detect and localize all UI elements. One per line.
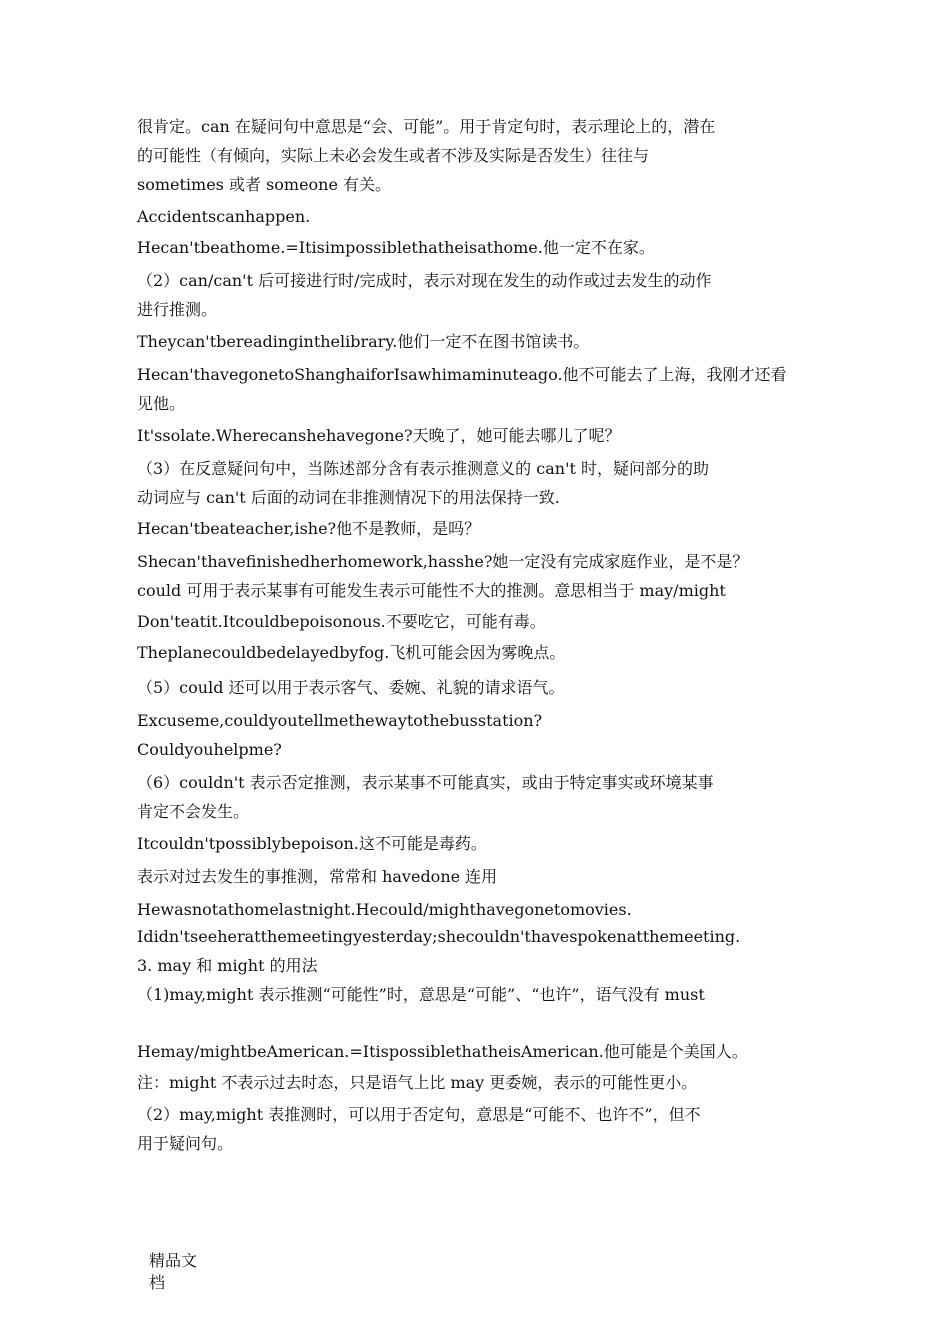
- text-line: Hemay/mightbeAmerican.=ItispossiblethatheisAmerican.他可能是个美国人。: [137, 1042, 748, 1061]
- text-line: It'ssolate.Wherecanshehavegone?天晚了，她可能去哪儿了呢？: [137, 426, 621, 445]
- text-line: Hewasnotathomelastnight.Hecould/mighthavegonetomovies.: [137, 900, 632, 919]
- paragraph: [137, 638, 817, 667]
- text-line: 的可能性（有倾向，实际上未必会发生或者不涉及实际是否发生）往往与: [137, 146, 650, 165]
- paragraph: [137, 673, 817, 702]
- paragraph: [137, 266, 817, 324]
- text-line: （6）couldn't 表示否定推测，表示某事不可能真实，或由于特定事实或环境某事: [137, 773, 714, 792]
- paragraph: [137, 547, 817, 605]
- paragraph: [137, 922, 817, 951]
- paragraph: [137, 233, 817, 262]
- text-line: sometimes 或者 someone 有关。: [137, 175, 392, 194]
- paragraph: [137, 421, 817, 450]
- paragraph: [137, 1037, 817, 1066]
- text-line: Couldyouhelpme?: [137, 740, 282, 759]
- paragraph: [137, 1068, 817, 1097]
- text-line: Hecan'tbeathome.=Itisimpossiblethatheisathome.他一定不在家。: [137, 238, 655, 257]
- paragraph: [137, 202, 817, 231]
- paragraph: [137, 454, 817, 512]
- text-line: 见他。: [137, 394, 186, 413]
- text-line: （1)may,might 表示推测“可能性”时，意思是“可能”、“也许”，语气没有 must: [137, 985, 705, 1004]
- text-line: 很肯定。can 在疑问句中意思是“会、可能”。用于肯定句时，表示理论上的，潜在: [137, 117, 716, 136]
- text-line: Don'teatit.Itcouldbepoisonous.不要吃它，可能有毒。: [137, 612, 546, 631]
- footer-line: 精品文: [149, 1251, 198, 1270]
- paragraph: [137, 514, 817, 543]
- paragraph: [137, 980, 817, 1009]
- text-line: Hecan'thavegonetoShanghaiforIsawhimaminuteago.他不可能去了上海，我刚才还看: [137, 365, 787, 384]
- text-line: 用于疑问句。: [137, 1134, 234, 1153]
- paragraph: [137, 327, 817, 356]
- text-line: Shecan'thavefinishedherhomework,hasshe?她一定没有完成家庭作业，是不是？: [137, 552, 749, 571]
- text-line: 3. may 和 might 的用法: [137, 956, 318, 975]
- text-line: Theycan'tbereadinginthelibrary.他们一定不在图书馆读书。: [137, 332, 590, 351]
- paragraph: [137, 1100, 817, 1158]
- text-line: （5）could 还可以用于表示客气、委婉、礼貌的请求语气。: [137, 678, 565, 697]
- text-line: （3）在反意疑问句中，当陈述部分含有表示推测意义的 can't 时，疑问部分的助: [137, 459, 709, 478]
- text-line: 肯定不会发生。: [137, 802, 250, 821]
- text-line: Accidentscanhappen.: [137, 207, 311, 226]
- text-line: 注：might 不表示过去时态，只是语气上比 may 更委婉，表示的可能性更小。: [137, 1073, 698, 1092]
- footer-watermark: [149, 1250, 197, 1294]
- text-line: 动词应与 can't 后面的动词在非推测情况下的用法保持一致.: [137, 488, 560, 507]
- paragraph: [137, 112, 817, 199]
- text-line: 表示对过去发生的事推测，常常和 havedone 连用: [137, 867, 498, 886]
- paragraph: [137, 895, 817, 924]
- text-line: 进行推测。: [137, 300, 218, 319]
- text-line: （2）can/can't 后可接进行时/完成时，表示对现在发生的动作或过去发生的动作: [137, 271, 712, 290]
- footer-line: 档: [149, 1273, 166, 1292]
- paragraph: [137, 768, 817, 826]
- text-line: Hecan'tbeateacher,ishe?他不是教师，是吗？: [137, 519, 481, 538]
- text-line: Itcouldn'tpossiblybepoison.这不可能是毒药。: [137, 834, 487, 853]
- text-line: Excuseme,couldyoutellmethewaytothebusstation?: [137, 711, 543, 730]
- paragraph: [137, 360, 817, 418]
- paragraph: [137, 607, 817, 636]
- text-line: could 可用于表示某事有可能发生表示可能性不大的推测。意思相当于 may/might: [137, 581, 726, 600]
- text-line: Ididn'tseeheratthemeetingyesterday;shecouldn'thavespokenatthemeeting.: [137, 927, 741, 946]
- paragraph: [137, 862, 817, 891]
- text-line: Theplanecouldbedelayedbyfog.飞机可能会因为雾晚点。: [137, 643, 566, 662]
- text-line: （2）may,might 表推测时，可以用于否定句，意思是“可能不、也许不”，但不: [137, 1105, 701, 1124]
- paragraph: [137, 706, 817, 764]
- section-heading: [137, 951, 817, 980]
- paragraph: [137, 829, 817, 858]
